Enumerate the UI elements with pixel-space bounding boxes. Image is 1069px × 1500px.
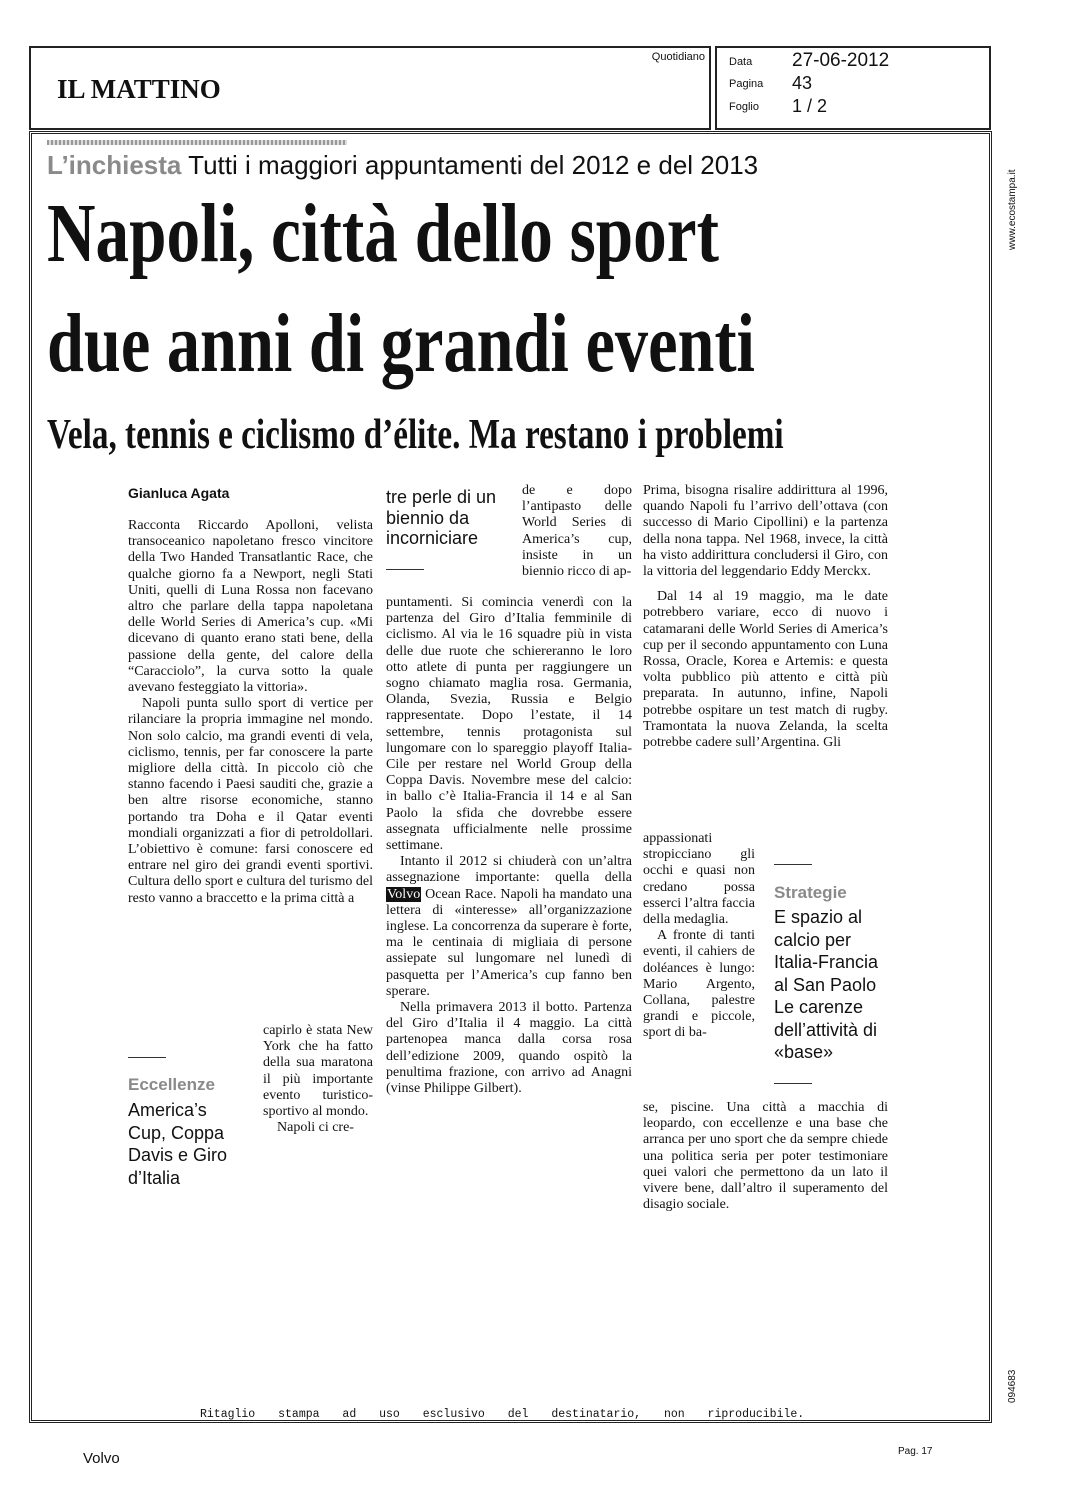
col2-volvo-lead: Intanto il 2012 si chiuderà con un’altra assegnazione importante: quella della xyxy=(386,854,632,886)
meta-sheet-value: 1 / 2 xyxy=(792,96,828,116)
pull-quote: tre perle di un biennio da incorniciare xyxy=(386,487,497,548)
reproduction-notice: Ritaglio stampa ad uso esclusivo del destinatario, non riproducibile. xyxy=(200,1408,805,1421)
article-column-1-tail xyxy=(263,1023,373,1136)
meta-page-label: Pagina xyxy=(729,78,764,90)
client-name: Volvo xyxy=(83,1450,120,1467)
subheadline xyxy=(47,412,979,458)
kicker-text: Tutti i maggiori appuntamenti del 2012 e del 2013 xyxy=(188,150,759,180)
headline-line-2 xyxy=(47,297,943,390)
box1-text: America’s Cup, Coppa Davis e Giro d’Italia xyxy=(128,1100,228,1188)
col1-paragraph: Napoli punta sullo sport di vertice per rilanciare la propria immagine nel mondo. Non solo calcio, ma grandi eventi di vela, ciclismo, tennis, per far conoscere la parte migliore della città. In piccolo ciò che stanno facendo i Paesi sauditi che, grazie a ben altre risorse economiche, stanno portando tra Doha e il Qatar eventi mondiali organizzati a fior di petroldollari. L’obiettivo è comune: farsi conoscere ed entrare nel giro dei grandi eventi sportivi. Cultura dello sport e cultura del turismo del resto vanno a braccetto e la prima città a xyxy=(128,696,373,906)
box1-label: Eccellenze xyxy=(128,1075,215,1094)
col3-paragraph: Dal 14 al 19 maggio, ma le date potrebbero variare, ecco di nuovo i catamarani delle World Series di America’s cup per il secondo appuntamento con Luna Rossa, Oracle, Korea e Artemis: e questa volta pubblico più attento e città più preparata. In autunno, infine, Napoli potrebbe ospitare un test match di rugby. Tramontata la nuova Zelanda, la scelta potrebbe cadere sull’Argentina. Gli xyxy=(643,589,888,751)
code-vertical xyxy=(1007,1369,1027,1463)
headline-1-text: Napoli, città dello sport xyxy=(47,187,719,280)
meta-date-value: 27-06-2012 xyxy=(792,50,890,71)
meta-sheet-label: Foglio xyxy=(729,101,759,113)
newspaper-logo xyxy=(57,74,221,105)
masthead-logo-box xyxy=(29,46,711,130)
col2-paragraph-volvo xyxy=(386,854,632,1000)
decorative-band xyxy=(47,140,347,145)
masthead-meta-box xyxy=(715,46,991,130)
box2-label: Strategie xyxy=(774,883,847,902)
headline-2-text: due anni di grandi eventi xyxy=(47,297,756,390)
publication-type: Quotidiano xyxy=(651,51,705,63)
box1-rule-top xyxy=(128,1057,166,1058)
article-column-3-narrow xyxy=(643,831,755,1042)
pull-quote-rule xyxy=(386,569,424,570)
col2-paragraph: puntamenti. Si comincia venerdì con la partenza del Giro d’Italia femminile di ciclismo. Al via le 16 squadre più in vista delle due ruote che schiereranno le loro otto atlete di punta per raggiungere un sogno chiamato maglia rosa. Germania, Olanda, Svezia, Russia e Belgio rappresentate. Dopo l’estate, il 14 settembre, tennis protagonista sul lungomare con lo spareggio playoff Italia-Cile per restare nel World Group della Coppa Davis. Novembre mese del calcio: in ballo c’è Italia-Francia il 14 e al San Paolo la sfida che dovrebbe essere assegnata ufficialmente nelle prossime settimane. xyxy=(386,595,632,854)
page-number: Pag. 17 xyxy=(898,1446,933,1457)
meta-page-value: 43 xyxy=(792,73,813,93)
col1-tail-paragraph: capirlo è stata New York che ha fatto della sua maratona il più importante evento turistico-sportivo al mondo. xyxy=(263,1023,373,1120)
col3-narrow-paragraph: appassionati stropicciano gli occhi e quasi non credano possa esserci l’altra faccia della medaglia. xyxy=(643,831,755,928)
col2-top-paragraph: de e dopo l’antipasto delle World Series di America’s cup, insiste in un biennio ricco di ap- xyxy=(522,483,632,580)
col2-paragraph: Nella primavera 2013 il botto. Partenza del Giro d’Italia il 4 maggio. La città partenopea manca dalla corsa rosa dell’edizione 2009, quando ospitò la penultima frazione, con arrivo ad Anagni (vinse Philippe Gilbert). xyxy=(386,1000,632,1097)
kicker xyxy=(47,150,758,181)
volvo-highlight: Volvo xyxy=(387,886,421,902)
kicker-label: L’inchiesta xyxy=(47,150,182,180)
box2-rule-top xyxy=(774,864,812,865)
article-column-2 xyxy=(386,595,632,1097)
col1-paragraph: Racconta Riccardo Apolloni, velista transoceanico napoletano fresco vincitore della Two Handed Transatlantic Race, che qualche giorno fa a Newport, negli Stati Uniti, quelli di Luna Rossa non facevano altro che parlare della tappa napoletana delle World Series di America’s cup. «Mi dicevano di quanto erano stati bene, della passione della gente, del calore della “Caracciolo”, la curva sotto la quale avevano festeggiato la vittoria». xyxy=(128,518,373,696)
headline-line-1 xyxy=(47,187,887,280)
article-column-3 xyxy=(643,483,888,751)
col3-paragraph: Prima, bisogna risalire addirittura al 1996, quando Napoli fu l’arrivo dell’ottava (con successo di Mario Cipollini) e la partenza della nona tappa. Nel 1968, invece, la città ha visto addirittura concludersi il Giro, con la vittoria del leggendario Eddy Merckx. xyxy=(643,483,888,580)
byline: Gianluca Agata xyxy=(128,485,230,501)
box2-rule-bottom xyxy=(774,1083,812,1084)
col1-tail-paragraph-2: Napoli ci cre- xyxy=(277,1120,354,1136)
subheadline-text: Vela, tennis e ciclismo d’élite. Ma restano i problemi xyxy=(47,412,784,458)
col3-narrow-paragraph: A fronte di tanti eventi, il cahiers de doléances è lungo: Mario Argento, Collana, palestre grandi e piccole, sport di ba- xyxy=(643,928,755,1041)
meta-date-label: Data xyxy=(729,56,753,68)
article-column-3-bottom xyxy=(643,1100,888,1213)
website-text: www.ecostampa.it xyxy=(1007,169,1018,250)
article-column-1 xyxy=(128,518,373,907)
website-vertical xyxy=(1007,169,1027,370)
col2-volvo-rest: Ocean Race. Napoli ha mandato una lettera di «interesse» all’organizzazione inglese. La concorrenza da superare è forte, ma le centinaia di migliaia di persone assiepate sul lungomare nel lunedì di pasquetta per l’America’s cup fanno ben sperare. xyxy=(386,886,632,999)
logo-text: IL MATTINO xyxy=(57,74,221,104)
col3-bottom-paragraph: se, piscine. Una città a macchia di leopardo, con eccellenze e una base che arranca per uno sport che da sempre chiede una politica seria per poter testimoniare quei valori che permettono da un lato il vivere bene, dall’altro il superamento del disagio sociale. xyxy=(643,1100,888,1213)
article-column-2-top xyxy=(522,483,632,580)
box2-text: E spazio al calcio per Italia-Francia al San Paolo Le carenze dell’attività di «base» xyxy=(774,907,879,1062)
code-text: 094683 xyxy=(1007,1369,1018,1403)
